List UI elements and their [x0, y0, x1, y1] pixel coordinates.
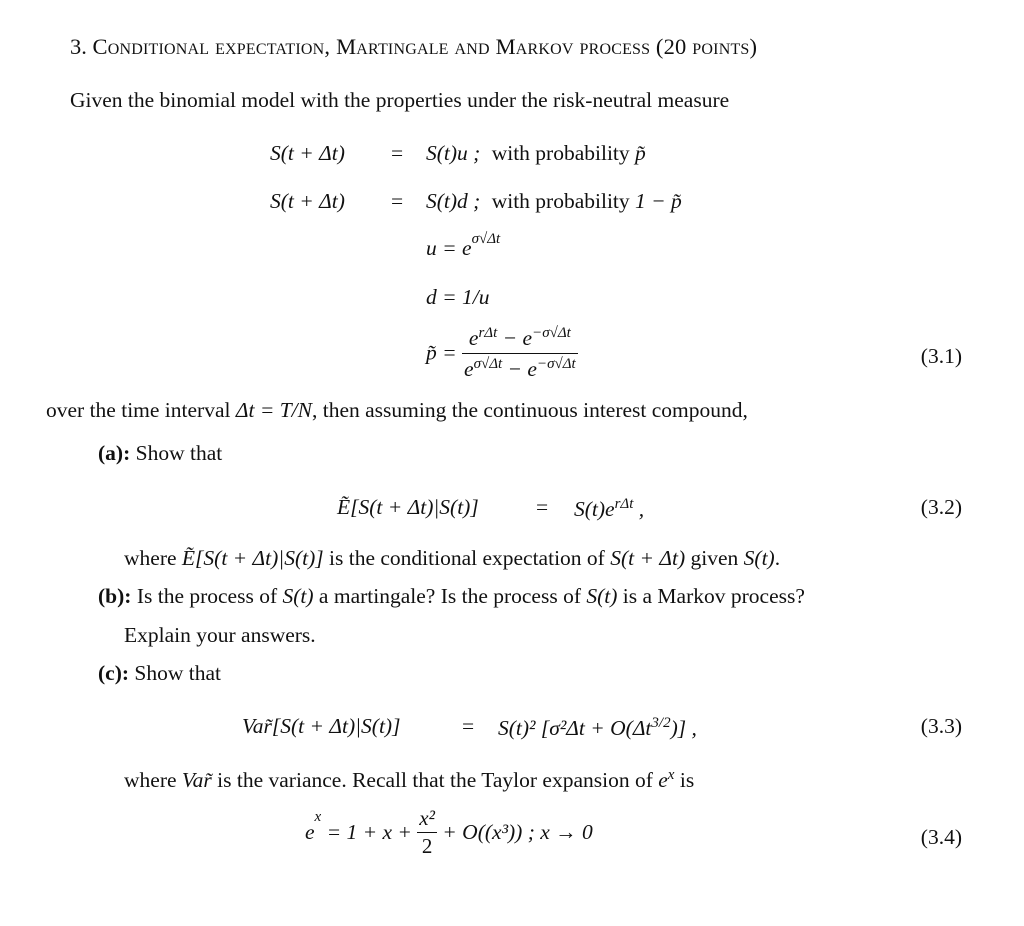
u-definition [426, 231, 501, 261]
p-num-b: − e [497, 326, 533, 351]
p-den-a-exp: σ√Δt [473, 355, 503, 372]
interval-math: Δt = T/N [235, 398, 312, 422]
part-b-text-c: is a Markov process? [622, 584, 805, 608]
eqno-3-3: (3.3) [920, 714, 962, 738]
taylor-frac-den: 2 [421, 834, 433, 858]
c-where-math2-base: e [658, 768, 668, 793]
part-b-label: (b): [98, 584, 132, 608]
c-where-math2-exp: x [667, 767, 675, 783]
p-den-a: e [464, 356, 474, 381]
eqno-3-4: (3.4) [920, 825, 962, 849]
taylor-equation [305, 808, 593, 857]
c-where-a: where [124, 768, 177, 793]
part-b-math-b: S(t) [586, 584, 618, 608]
d-definition: d = 1/u [426, 285, 490, 309]
section-points: (20 points) [655, 34, 758, 59]
eqno-3-1: (3.1) [920, 344, 962, 368]
c-where-c: is [679, 768, 695, 793]
c-where-b: is the variance. Recall that the Taylor expansion of [217, 768, 653, 793]
part-a-lhs: Ẽ[S(t + Δt)|S(t)] [337, 495, 479, 519]
interval-line [46, 400, 748, 422]
section-heading [70, 36, 757, 59]
p-den-b-exp: −σ√Δt [536, 355, 576, 372]
taylor-frac-num: x² [417, 808, 437, 833]
taylor-lhs-exp: x [314, 809, 322, 826]
part-b-text-a: Is the process of [136, 584, 278, 608]
part-a-label: (a): [98, 441, 131, 465]
where-c: given [690, 546, 739, 570]
taylor-lhs: e [305, 819, 315, 844]
part-c-label: (c): [98, 661, 130, 685]
down-prob: 1 − p̃ [635, 189, 682, 213]
part-c-where [124, 768, 694, 792]
part-c-rhs-exp: 3/2 [651, 715, 671, 731]
model-rhs-up [426, 143, 646, 165]
where-a: where [124, 546, 177, 570]
where-math: Ẽ[S(t + Δt)|S(t)] [181, 546, 324, 570]
eqno-3-2: (3.2) [920, 495, 962, 519]
where-b: is the conditional expectation of [329, 546, 605, 570]
intro-text: Given the binomial model with the properties under the risk-neutral measure [70, 88, 730, 112]
where-end: . [774, 546, 781, 570]
part-c-rhs-base: S(t)² [σ²Δt + O(Δt [498, 716, 652, 741]
c-where-math2 [658, 768, 674, 792]
taylor-fraction [417, 808, 437, 857]
part-c-eq: = [462, 714, 475, 738]
model-lhs-down: S(t + Δt) [270, 189, 345, 213]
model-eq-up: = [391, 141, 404, 165]
down-rhs: S(t)d ; [426, 189, 481, 213]
part-b-line2: Explain your answers. [124, 623, 316, 647]
down-text: with probability [491, 189, 630, 213]
up-text: with probability [491, 141, 630, 165]
c-where-math: Var̃ [181, 768, 212, 793]
part-b-math-a: S(t) [282, 584, 314, 608]
part-c-rhs-tail: )] , [670, 716, 697, 741]
u-exponent: σ√Δt [471, 231, 501, 247]
where-math2: S(t + Δt) [610, 546, 686, 570]
model-rhs-down [426, 191, 682, 213]
part-a-rhs-base: S(t)e [574, 497, 615, 522]
interval-rest: , then assuming the continuous interest compound, [311, 398, 748, 422]
p-num-b-exp: −σ√Δt [532, 325, 571, 341]
p-den-b: − e [502, 356, 537, 381]
p-numerator [462, 326, 578, 354]
part-b-line1 [98, 586, 805, 608]
p-lhs: p̃ = [426, 340, 457, 365]
section-number: 3. [70, 34, 87, 59]
section-title: Conditional expectation, Martingale and Markov process [92, 34, 651, 59]
model-eq-down: = [391, 189, 404, 213]
part-a-eq: = [536, 495, 549, 519]
part-c-heading [98, 663, 221, 685]
taylor-mid: = 1 + x + [321, 819, 412, 844]
part-a-rhs-tail: , [633, 497, 645, 522]
part-a-rhs-exp: rΔt [614, 496, 634, 512]
p-definition [426, 326, 578, 380]
part-a-text: Show that [135, 441, 223, 465]
u-lhs: u = e [426, 236, 472, 261]
up-prob: p̃ [635, 141, 646, 165]
part-a-where [124, 548, 780, 570]
interval-text: over the time interval [46, 398, 231, 422]
part-b-text-b: a martingale? Is the process of [318, 584, 581, 608]
where-math3: S(t) [743, 546, 775, 570]
taylor-tail: + O((x³)) ; x → 0 [442, 819, 593, 844]
p-denominator [462, 354, 578, 381]
part-a-rhs [574, 497, 644, 521]
p-num-a: e [468, 326, 479, 351]
part-a-heading [98, 443, 222, 465]
up-rhs: S(t)u ; [426, 141, 481, 165]
part-c-text: Show that [134, 661, 222, 685]
p-num-a-exp: rΔt [478, 325, 498, 341]
p-fraction [462, 326, 578, 380]
part-c-rhs [498, 716, 697, 740]
part-c-lhs: Var̃[S(t + Δt)|S(t)] [242, 714, 401, 738]
model-lhs-up: S(t + Δt) [270, 141, 345, 165]
